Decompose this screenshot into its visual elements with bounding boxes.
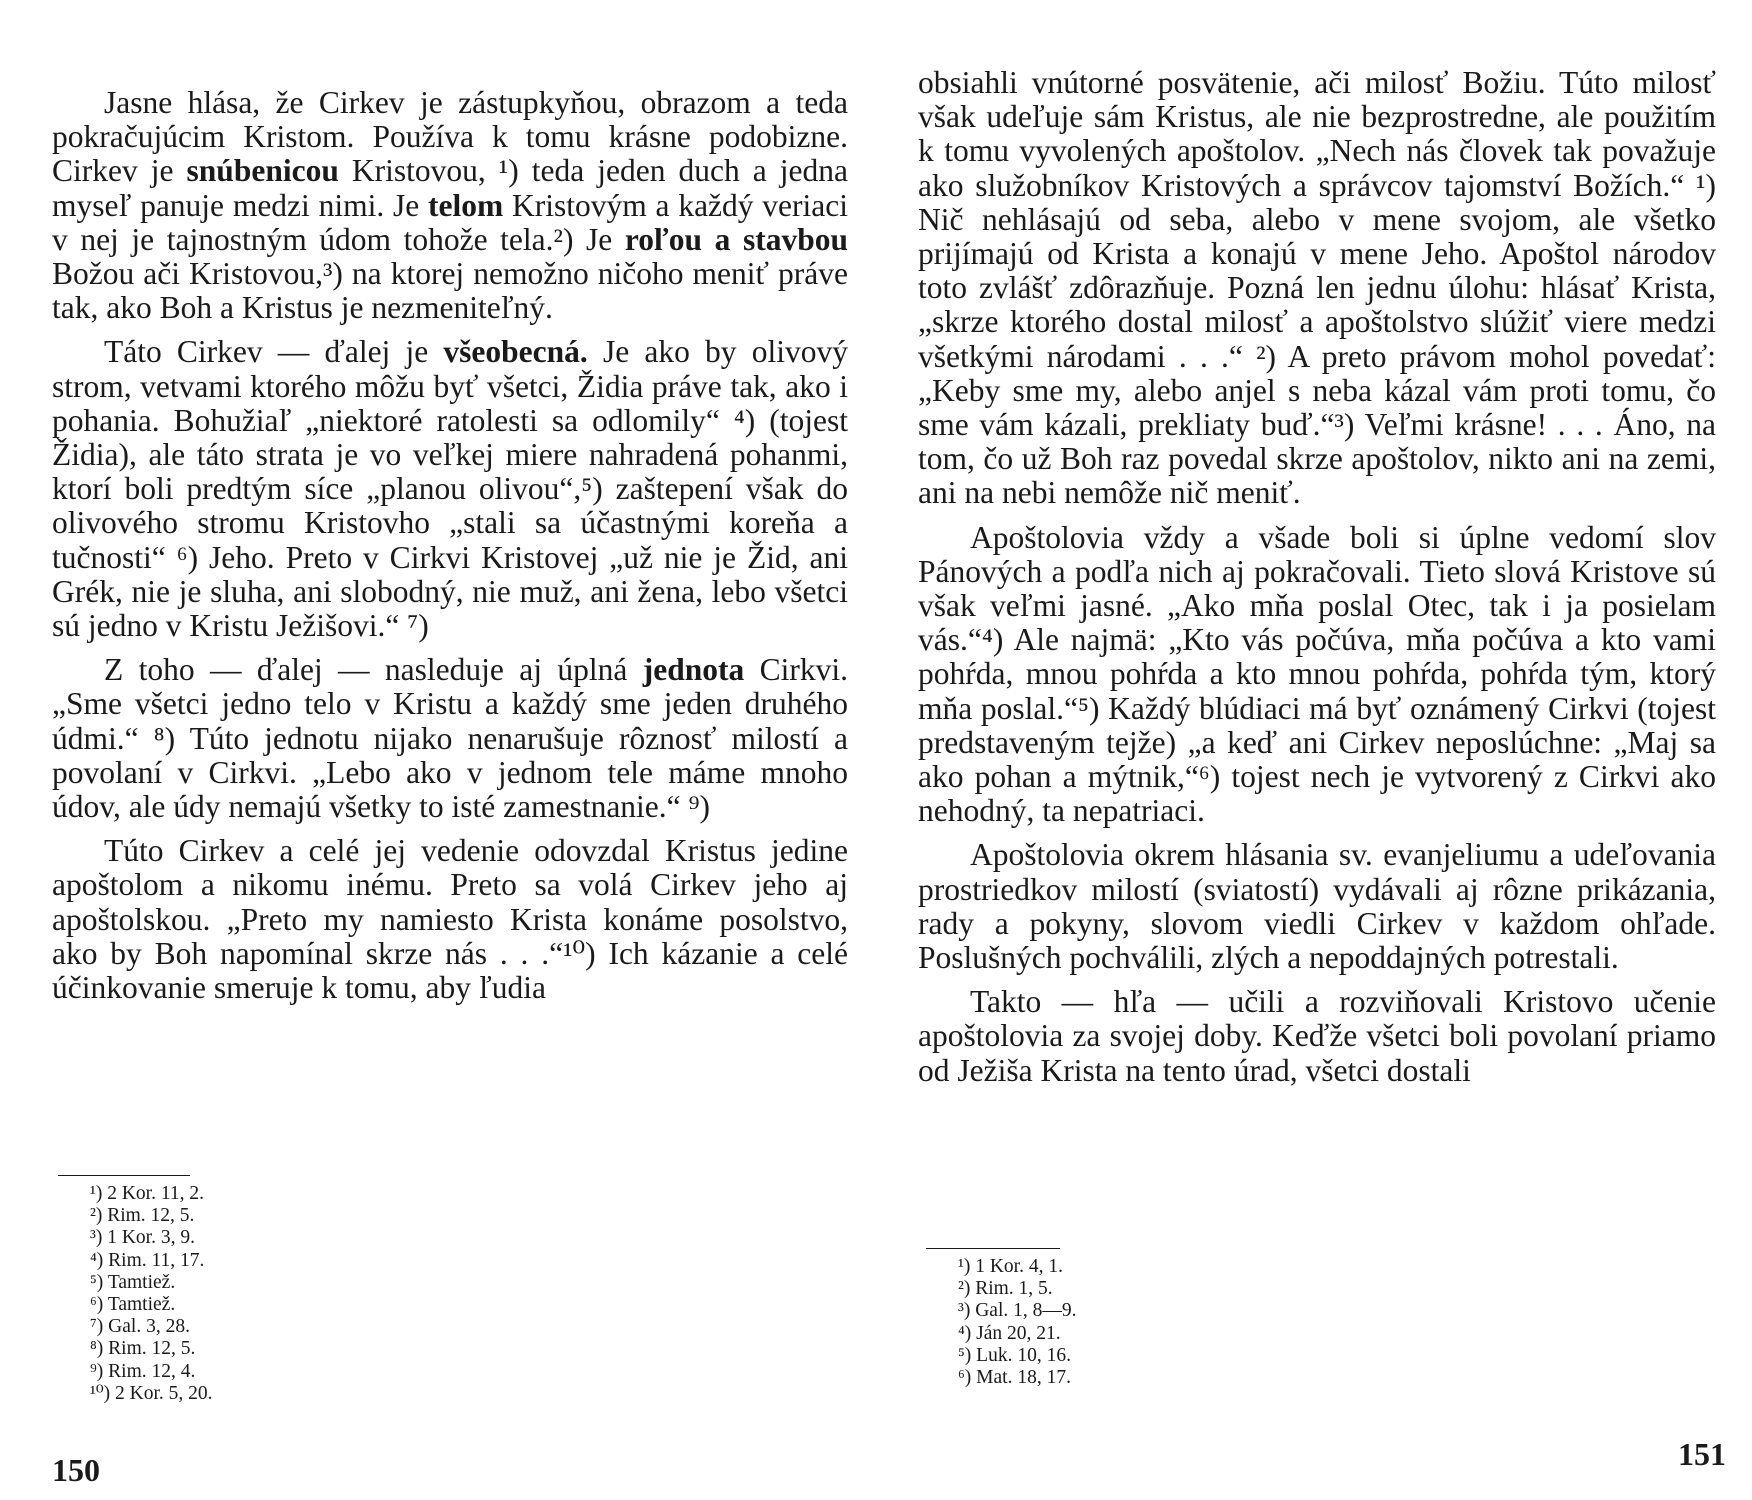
page-number-right: 151: [1678, 1436, 1726, 1472]
left-paragraph-3: [52, 653, 848, 824]
page-number-left: 150: [52, 1452, 100, 1488]
emphasized-term: roľou a stavbou: [624, 221, 848, 257]
footnote: ⁵) Tamtiež.: [90, 1271, 176, 1293]
footnote: ³) Gal. 1, 8—9.: [958, 1300, 1077, 1322]
right-page-body: [918, 66, 1716, 1088]
text-run: Túto Cirkev a celé jej vedenie odovzdal Kristus jedine apoštolom a nikomu inému. Preto sa volá Cirkev jeho aj apoštolskou. „Preto my namiesto Krista konáme posolstvo, ako by Boh napomínal skrze nás . . .“¹⁰) Ich kázanie a celé účinkovanie smeruje k tomu, aby ľudia: [52, 833, 848, 1006]
right-paragraph-1: [918, 66, 1716, 511]
left-paragraph-4: [52, 834, 848, 1005]
footnote: ⁹) Rim. 12, 4.: [90, 1360, 196, 1382]
footnote: ²) Rim. 1, 5.: [958, 1278, 1053, 1300]
text-run: Táto Cirkev — ďalej je: [103, 334, 444, 370]
right-paragraph-4: [918, 985, 1716, 1088]
footnote: ²) Rim. 12, 5.: [90, 1205, 195, 1227]
footnote: ¹) 2 Kor. 11, 2.: [90, 1183, 204, 1204]
left-paragraph-2: [52, 335, 848, 643]
text-run: obsiahli vnútorné posvätenie, ači milosť Božiu. Túto milosť však udeľuje sám Kristus, ale nie bezprostredne, ale použitím k tomu vyvolených apoštolov. „Nech nás človek tak považuje ako služobníkov Kristových a správcov tajomství Božích.“ ¹) Nič nehlásajú od seba, alebo v mene svojom, ale všetko prijímajú od Krista a konajú v mene Jeho. Apoštol národov toto zvlášť zdôrazňuje. Pozná len jednu úlohu: hlásať Krista, „skrze ktorého dostal milosť a apoštolstvo slúžiť viere medzi všetkými národami . . .“ ²) A preto právom mohol povedať: „Keby sme my, alebo anjel s neba kázal vám proti tomu, čo sme vám kázali, prekliaty buď.“³) Veľmi krásne! . . . Áno, na tom, čo už Boh raz povedal skrze apoštolov, nikto ani na zemi, ani na nebi nemôže nič meniť.: [918, 65, 1716, 511]
text-run: Apoštolovia vždy a všade boli si úplne vedomí slov Pánových a podľa nich aj pokračovali. Tieto slová Kristove sú však veľmi jasné. „Ako mňa poslal Otec, tak i ja posielam vás.“⁴) Ale najmä: „Kto vás počúva, mňa počúva a kto vami pohŕda, mnou pohŕda a kto mnou pohŕda, pohŕda tým, ktorý mňa poslal.“⁵) Každý blúdiaci má byť oznámený Cirkvi (tojest predstaveným tejže) „a keď ani Cirkev neposlúchne: „Maj sa ako pohan a mýtnik,“⁶) tojest nech je vytvorený z Cirkvi ako nehodný, ta nepatriaci.: [918, 519, 1716, 829]
left-footnote-rule: [58, 1175, 190, 1176]
footnote: ⁴) Rim. 11, 17.: [90, 1249, 205, 1271]
right-footnote-rule: [926, 1248, 1060, 1249]
text-run: Takto — hľa — učili a rozviňovali Kristovo učenie apoštolovia za svojej doby. Keďže všetci boli povolaní priamo od Ježiša Krista na tento úrad, všetci dostali: [918, 984, 1716, 1088]
text-run: Božou ači Kristovou,³) na ktorej nemožno ničoho meniť práve tak, ako Boh a Kristus je nezmeniteľný.: [52, 256, 848, 326]
emphasized-term: snúbenicou: [186, 153, 339, 189]
text-run: Jasne hlása, že Cirkev je zástupkyňou, obrazom a teda pokračujúcim Kristom. Používa k tomu krásne podobizne. Cirkev je: [52, 85, 848, 189]
footnote: ¹) 1 Kor. 4, 1.: [958, 1256, 1063, 1277]
right-page: [876, 0, 1752, 1500]
left-footnotes: [90, 1183, 213, 1405]
footnote: ⁷) Gal. 3, 28.: [90, 1316, 190, 1338]
text-run: Kristovou, ¹) teda jeden duch a jedna myseľ panuje medzi nimi. Je: [52, 153, 848, 223]
footnote: ⁴) Ján 20, 21.: [958, 1322, 1061, 1344]
text-run: Je ako by olivový strom, vetvami ktorého môžu byť všetci, Židia práve tak, ako i pohania. Bohužiaľ „niektoré ratolesti sa odlomily“ ⁴) (tojest Židia), ale táto strata je vo veľkej miere nahradená pohanmi, ktorí boli predtým síce „planou olivou“,⁵) zaštepení však do olivového stromu Kristovho „stali sa účastnými koreňa a tučnosti“ ⁶) Jeho. Preto v Cirkvi Kristovej „už nie je Žid, ani Grék, nie je sluha, ani slobodný, nie muž, ani žena, lebo všetci sú jedno v Kristu Ježišovi.“ ⁷): [52, 334, 848, 644]
right-paragraph-2: [918, 521, 1716, 829]
footnote: ⁶) Tamtiež.: [90, 1294, 176, 1316]
emphasized-term: telom: [428, 187, 504, 223]
footnote: ⁸) Rim. 12, 5.: [90, 1338, 196, 1360]
right-footnotes: [958, 1256, 1077, 1389]
emphasized-term: všeobecná.: [443, 334, 588, 370]
right-paragraph-3: [918, 838, 1716, 975]
emphasized-term: jednota: [642, 652, 745, 688]
text-run: Kristovým a každý veriaci v nej je tajnostným údom tohože tela.²) Je: [52, 187, 848, 257]
text-run: Apoštolovia okrem hlásania sv. evanjeliumu a udeľovania prostriedkov milostí (sviatostí) vydávali aj rôzne prikázania, rady a pokyny, slovom viedli Cirkev v každom ohľade. Poslušných pochválili, zlých a nepoddajných potrestali.: [918, 837, 1716, 976]
text-run: Z toho — ďalej — nasleduje aj úplná: [103, 652, 643, 688]
footnote: ¹⁰) 2 Kor. 5, 20.: [90, 1382, 213, 1404]
text-run: Cirkvi. „Sme všetci jedno telo v Kristu a každý sme jeden druhého údmi.“ ⁸) Túto jednotu nijako nenarušuje rôznosť milostí a povolaní v Cirkvi. „Lebo ako v jednom tele máme mnoho údov, ale údy nemajú všetky to isté zamestnanie.“ ⁹): [52, 652, 848, 825]
footnote: ⁵) Luk. 10, 16.: [958, 1344, 1071, 1366]
left-page-body: [52, 86, 848, 1005]
footnote: ³) 1 Kor. 3, 9.: [90, 1227, 195, 1249]
footnote: ⁶) Mat. 18, 17.: [958, 1367, 1071, 1389]
left-paragraph-1: [52, 86, 848, 325]
